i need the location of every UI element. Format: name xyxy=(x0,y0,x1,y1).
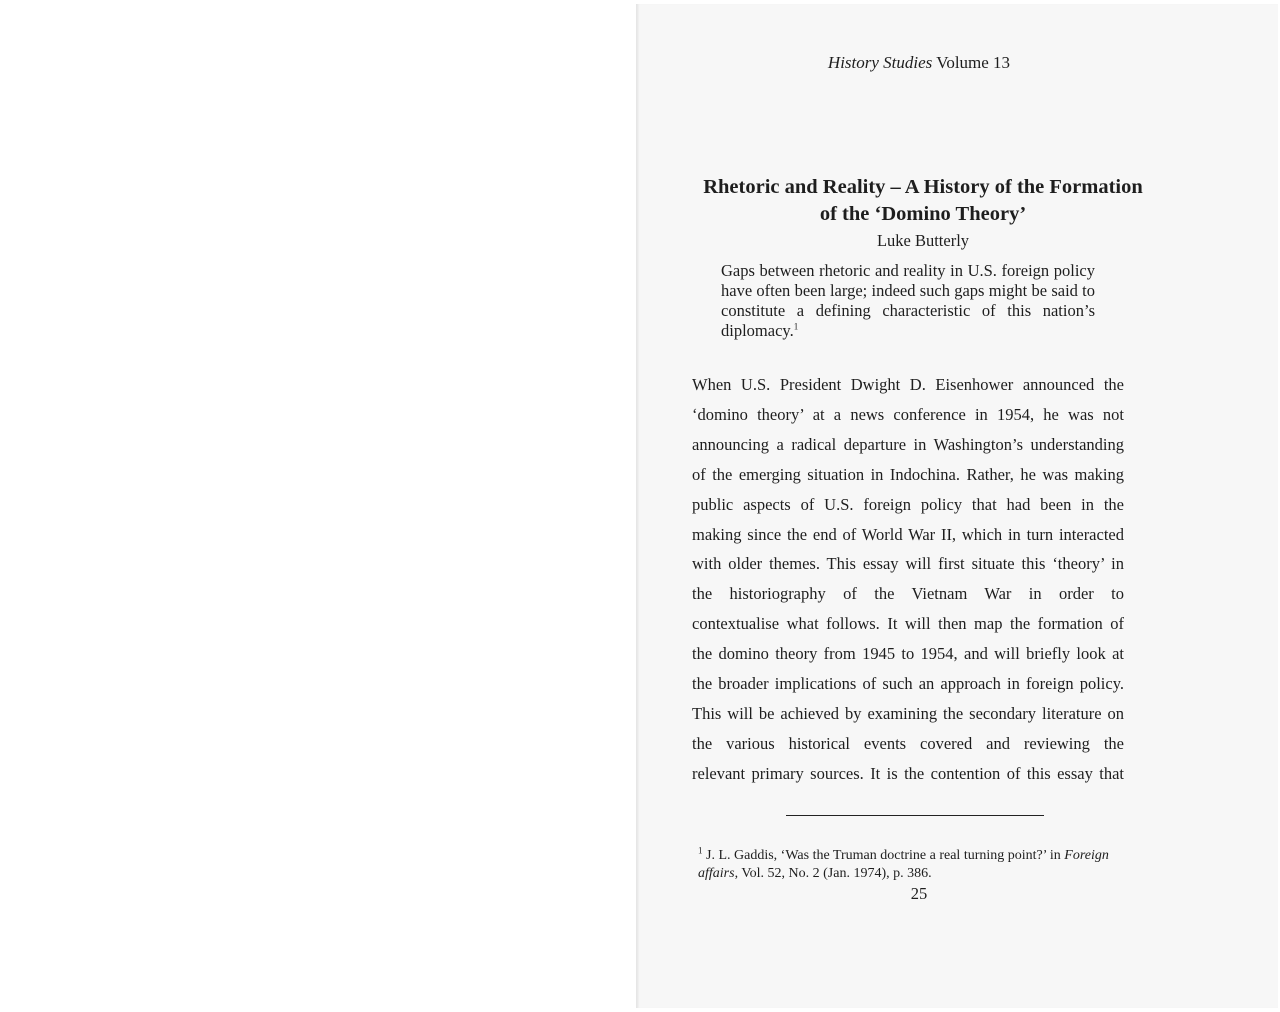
body-line: making since the end of World War II, which in turn interacted xyxy=(692,524,1124,544)
article-title xyxy=(688,174,1158,228)
body-line: the historiography of the Vietnam War in order to xyxy=(692,584,1124,604)
article-title-line-2: of the ‘Domino Theory’ xyxy=(819,203,1027,225)
footnote-text-after: , Vol. 52, No. 2 (Jan. 1974), p. 386. xyxy=(734,866,932,881)
page-number: 25 xyxy=(910,884,928,903)
body-line: public aspects of U.S. foreign policy that had been in the xyxy=(692,494,1124,514)
article-title-line-1: Rhetoric and Reality – A History of the Formation xyxy=(703,176,1143,198)
document-page xyxy=(636,4,1278,1008)
footnote xyxy=(698,847,1118,883)
footnote-divider xyxy=(786,815,1044,816)
footnote-reference[interactable]: 1 xyxy=(793,321,799,332)
body-line: When U.S. President Dwight D. Eisenhower announced the xyxy=(692,375,1124,394)
body-line: announcing a radical departure in Washington’s understanding xyxy=(692,434,1124,454)
body-line: ‘domino theory’ at a news conference in 1954, he was not xyxy=(692,404,1124,424)
body-line: the broader implications of such an approach in foreign policy. xyxy=(692,674,1124,694)
body-line: This will be achieved by examining the secondary literature on xyxy=(692,703,1124,723)
epigraph xyxy=(721,261,1095,341)
footnote-text-before: J. L. Gaddis, ‘Was the Truman doctrine a real turning point?’ in xyxy=(706,848,1061,863)
blank-left-page xyxy=(0,0,636,1012)
author-name: Luke Butterly xyxy=(876,231,970,250)
body-line: with older themes. This essay will first situate this ‘theory’ in xyxy=(692,554,1124,574)
epigraph-text: Gaps between rhetoric and reality in U.S. foreign policy have often been large; indeed such gaps might be said to constitute a defining characteristic of this nation’s diplomacy. xyxy=(721,261,1095,340)
body-text xyxy=(692,370,1124,789)
journal-volume: Volume 13 xyxy=(936,53,1011,72)
body-line: of the emerging situation in Indochina. Rather, he was making xyxy=(692,464,1124,484)
body-line: relevant primary sources. It is the contention of this essay that xyxy=(692,763,1124,783)
footnote-journal: Foreign affairs xyxy=(698,848,1109,881)
running-header xyxy=(636,53,1202,73)
footnote-number: 1 xyxy=(698,845,703,856)
body-line: the domino theory from 1945 to 1954, and will briefly look at xyxy=(692,644,1124,664)
body-line: the various historical events covered and reviewing the xyxy=(692,733,1124,753)
body-line: contextualise what follows. It will then map the formation of xyxy=(692,614,1124,634)
journal-title: History Studies xyxy=(827,53,933,72)
